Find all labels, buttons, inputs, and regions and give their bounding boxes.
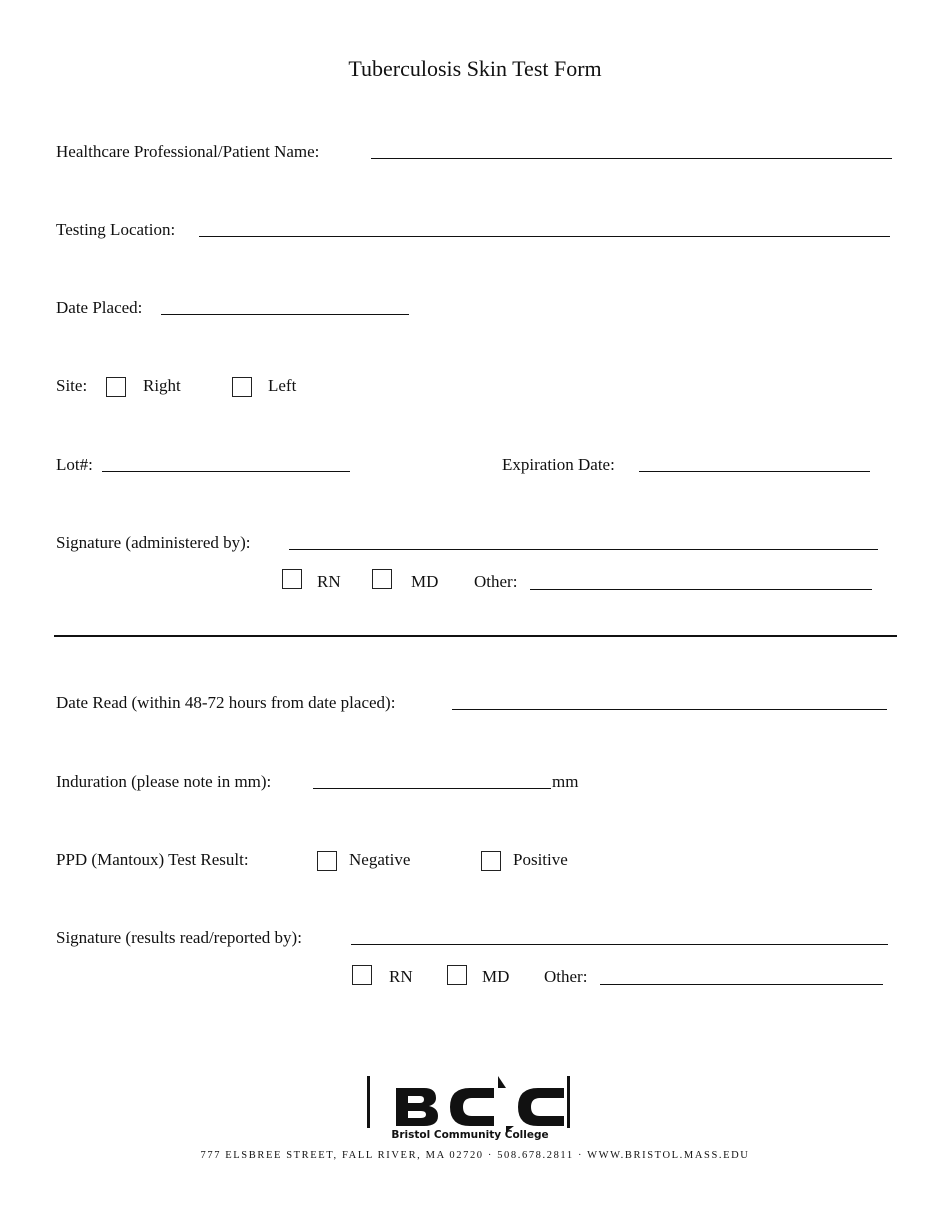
administered-md-label: MD — [411, 572, 439, 591]
administered-rn-label: RN — [317, 572, 341, 591]
administered-other-label: Other: — [474, 572, 518, 591]
read-md-label: MD — [482, 967, 510, 986]
bcc-logo-mark — [366, 1074, 576, 1132]
testing-location-field[interactable] — [199, 236, 890, 237]
lot-field[interactable] — [102, 471, 350, 472]
date-placed-label: Date Placed: — [56, 298, 143, 317]
college-name: Bristol Community College — [391, 1129, 549, 1141]
read-other-field[interactable] — [600, 984, 883, 985]
induration-field[interactable] — [313, 788, 551, 789]
college-address: 777 ELSBREE STREET, FALL RIVER, MA 02720 · 508.678.2811 · WWW.BRISTOL.MASS.EDU — [200, 1150, 750, 1161]
negative-checkbox[interactable] — [317, 851, 337, 871]
administered-md-checkbox[interactable] — [372, 569, 392, 589]
site-left-checkbox[interactable] — [232, 377, 252, 397]
induration-unit: mm — [552, 772, 579, 791]
positive-label: Positive — [513, 850, 568, 869]
page-title: Tuberculosis Skin Test Form — [348, 56, 602, 81]
positive-checkbox[interactable] — [481, 851, 501, 871]
date-read-field[interactable] — [452, 709, 887, 710]
read-md-checkbox[interactable] — [447, 965, 467, 985]
section-divider — [54, 635, 897, 637]
read-other-label: Other: — [544, 967, 588, 986]
signature-administered-label: Signature (administered by): — [56, 533, 251, 552]
site-label: Site: — [56, 376, 88, 395]
ppd-result-label: PPD (Mantoux) Test Result: — [56, 850, 249, 869]
date-read-label: Date Read (within 48-72 hours from date placed): — [56, 693, 396, 712]
expiration-date-label: Expiration Date: — [502, 455, 615, 474]
signature-read-field[interactable] — [351, 944, 888, 945]
site-right-checkbox[interactable] — [106, 377, 126, 397]
patient-name-field[interactable] — [371, 158, 892, 159]
negative-label: Negative — [349, 850, 411, 869]
expiration-date-field[interactable] — [639, 471, 870, 472]
lot-label: Lot#: — [56, 455, 93, 474]
read-rn-checkbox[interactable] — [352, 965, 372, 985]
administered-rn-checkbox[interactable] — [282, 569, 302, 589]
administered-other-field[interactable] — [530, 589, 872, 590]
site-right-label: Right — [143, 376, 181, 395]
date-placed-field[interactable] — [161, 314, 409, 315]
patient-name-label: Healthcare Professional/Patient Name: — [56, 142, 320, 161]
site-left-label: Left — [268, 376, 297, 395]
testing-location-label: Testing Location: — [56, 220, 176, 239]
signature-read-label: Signature (results read/reported by): — [56, 928, 302, 947]
signature-administered-field[interactable] — [289, 549, 878, 550]
induration-label: Induration (please note in mm): — [56, 772, 272, 791]
read-rn-label: RN — [389, 967, 413, 986]
